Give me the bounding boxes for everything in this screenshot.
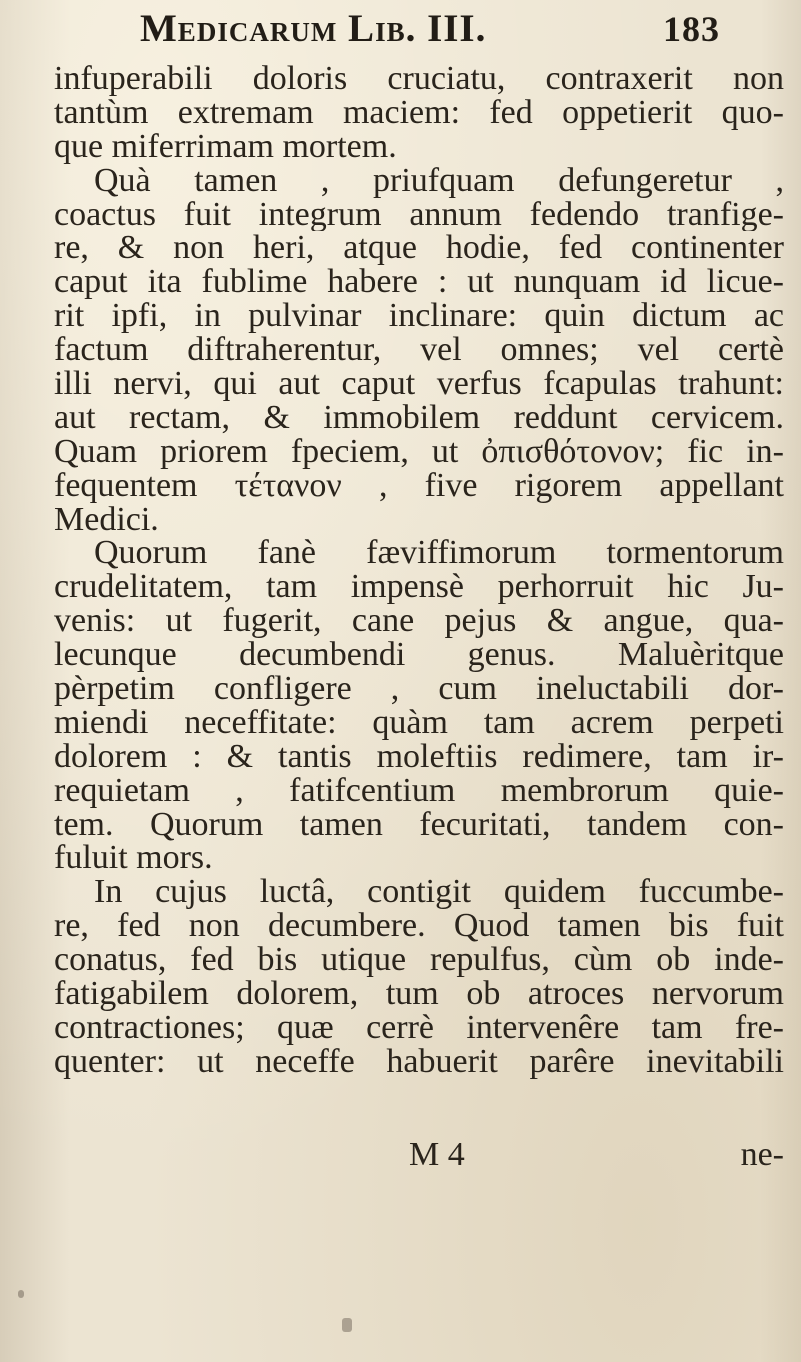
text-body: [54, 62, 784, 1079]
text-line: dolorem : & tantis moleftiis redimere, tam ir-: [54, 739, 784, 774]
ink-spot: [18, 1290, 24, 1298]
text-line: tem. Quorum tamen fecuritati, tandem con-: [54, 807, 784, 842]
text-line: quenter: ut neceffe habuerit parêre inevitabili: [54, 1044, 784, 1079]
text-line: fuluit mors.: [54, 841, 213, 876]
text-line: aut rectam, & immobilem reddunt cervicem.: [54, 400, 784, 435]
text-line: illi nervi, qui aut caput verfus fcapulas trahunt:: [54, 367, 784, 401]
text-line: Quorum fanè fæviffimorum tormentorum: [94, 536, 784, 571]
text-line: contractiones; quæ cerrè intervenêre tam fre-: [54, 1010, 784, 1045]
running-title: Medicarum Lib. III.: [140, 7, 487, 50]
signature-mark: M 4: [409, 1136, 465, 1173]
text-line: Quà tamen , priufquam defungeretur ,: [94, 163, 784, 198]
text-line: re, fed non decumbere. Quod tamen bis fuit: [54, 909, 784, 944]
text-line: venis: ut fugerit, cane pejus & angue, qua-: [54, 604, 784, 639]
text-line: Medici.: [54, 502, 159, 537]
text-line: infuperabili doloris cruciatu, contraxerit non: [54, 62, 784, 96]
text-line: lecunque decumbendi genus. Maluèritque: [54, 638, 784, 673]
text-line: factum diftraherentur, vel omnes; vel certè: [54, 333, 784, 368]
text-line: crudelitatem, tam impensè perhorruit hic Ju-: [54, 570, 784, 605]
ink-spot: [342, 1318, 352, 1332]
text-line: Quam priorem fpeciem, ut ὀπισθότονον; fic in-: [54, 434, 784, 469]
running-header: [140, 6, 720, 66]
text-line: re, & non heri, atque hodie, fed continenter: [54, 231, 784, 266]
text-line: tantùm extremam maciem: fed oppetierit quo-: [54, 95, 784, 130]
text-line: pèrpetim confligere , cum ineluctabili dor-: [54, 672, 784, 706]
text-line: fequentem τέτανον , five rigorem appellant: [54, 468, 784, 503]
text-line: que miferrimam mortem.: [54, 129, 397, 164]
text-line: requietam , fatifcentium membrorum quie-: [54, 773, 784, 808]
text-line: conatus, fed bis utique repulfus, cùm ob inde-: [54, 943, 784, 978]
text-line: fatigabilem dolorem, tum ob atroces nervorum: [54, 977, 784, 1011]
page-footer: [54, 1136, 784, 1172]
text-line: miendi neceffitate: quàm tam acrem perpeti: [54, 705, 784, 740]
text-line: rit ipfi, in pulvinar inclinare: quin dictum ac: [54, 299, 784, 334]
text-line: caput ita fublime habere : ut nunquam id licue-: [54, 265, 784, 300]
text-line: In cujus luctâ, contigit quidem fuccumbe-: [94, 875, 784, 910]
catchword: ne-: [740, 1136, 784, 1173]
page-number: 183: [663, 9, 720, 49]
text-line: coactus fuit integrum annum fedendo tranfige-: [54, 197, 784, 232]
